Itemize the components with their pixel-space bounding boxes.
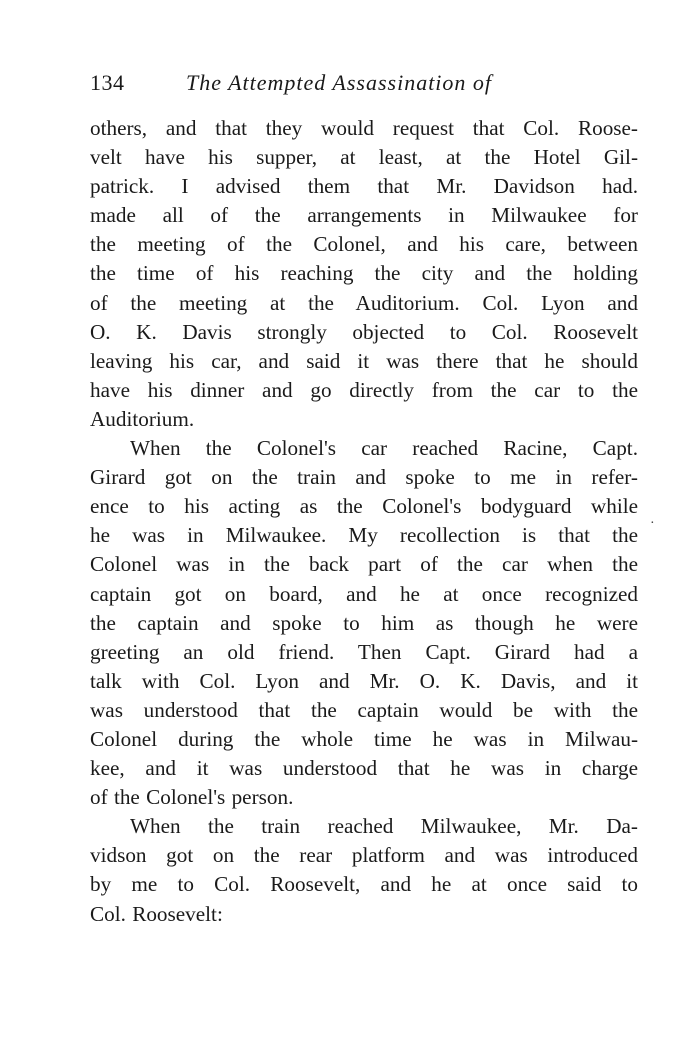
body-text [90, 114, 638, 929]
text-line: captain got on board, and he at once recognized [90, 581, 638, 606]
text-line: When the train reached Milwaukee, Mr. Da- [130, 814, 638, 839]
paragraph-1 [90, 114, 638, 434]
text-line: vidson got on the rear platform and was introduced [90, 843, 638, 868]
text-line: talk with Col. Lyon and Mr. O. K. Davis, and it [90, 668, 638, 693]
running-title: The Attempted Assassination of [186, 70, 493, 95]
text-line: the captain and spoke to him as though he were [90, 610, 638, 635]
text-line: velt have his supper, at least, at the Hotel Gil- [90, 145, 638, 170]
paragraph-2 [90, 434, 638, 812]
running-head [90, 68, 650, 102]
text-line: was understood that the captain would be with the [90, 697, 638, 722]
text-line: leaving his car, and said it was there that he should [90, 348, 638, 373]
text-line: kee, and it was understood that he was in charge [90, 756, 638, 781]
text-line: Auditorium. [90, 406, 195, 431]
text-line: Girard got on the train and spoke to me in refer- [90, 465, 638, 490]
text-line: Colonel during the whole time he was in Milwau- [90, 726, 638, 751]
paragraph-3 [90, 812, 638, 928]
text-line: O. K. Davis strongly objected to Col. Roosevelt [90, 319, 638, 344]
text-line: patrick. I advised them that Mr. Davidson had. [90, 174, 638, 199]
text-line: When the Colonel's car reached Racine, Capt. [130, 436, 638, 461]
text-line: of the meeting at the Auditorium. Col. Lyon and [90, 290, 638, 315]
text-line: Colonel was in the back part of the car when the [90, 552, 638, 577]
text-line: by me to Col. Roosevelt, and he at once said to [90, 872, 638, 897]
text-line: the meeting of the Colonel, and his care, between [90, 232, 638, 257]
text-line: made all of the arrangements in Milwaukee for [90, 203, 638, 228]
text-line: Col. Roosevelt: [90, 901, 223, 926]
text-line: he was in Milwaukee. My recollection is that the [90, 523, 638, 548]
text-line: of the Colonel's person. [90, 785, 294, 810]
text-line: greeting an old friend. Then Capt. Girard had a [90, 639, 638, 664]
text-line: the time of his reaching the city and the holding [90, 261, 638, 286]
text-line: others, and that they would request that Col. Roose- [90, 116, 638, 140]
margin-mark: · [650, 516, 655, 531]
text-line: ence to his acting as the Colonel's bodyguard while [90, 494, 638, 519]
page-number: 134 [90, 70, 125, 95]
text-line: have his dinner and go directly from the car to the [90, 377, 638, 402]
